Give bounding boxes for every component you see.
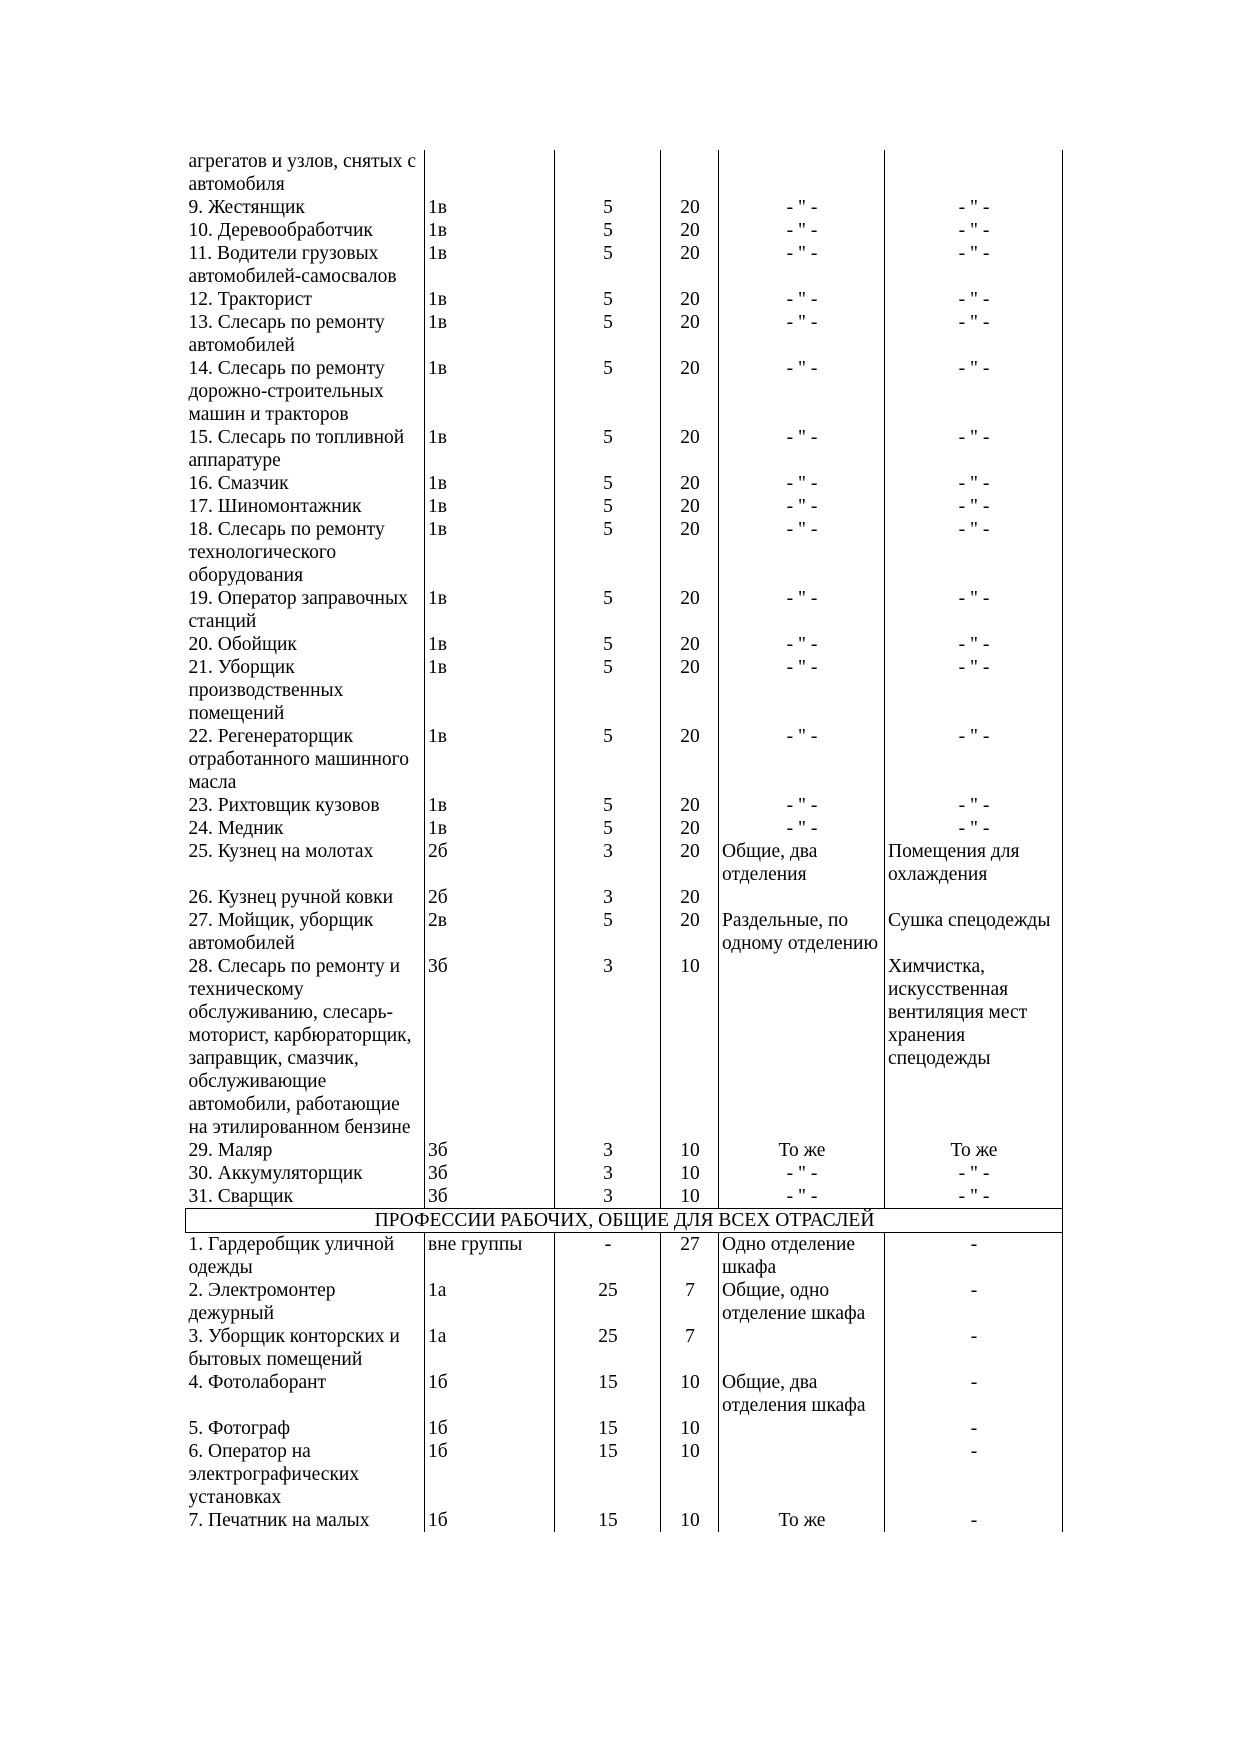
- table-row: [186, 794, 1063, 817]
- norm-cell-4: 20: [661, 472, 719, 495]
- norm-cell-3: 3: [555, 886, 661, 909]
- locker-type-cell: Общие, два отделения шкафа: [719, 1371, 885, 1417]
- norm-cell-3: 15: [555, 1509, 661, 1532]
- norm-cell-4: 7: [661, 1325, 719, 1371]
- norm-cell-3: 5: [555, 817, 661, 840]
- table-row: [186, 1279, 1063, 1325]
- locker-type-cell: - " -: [719, 725, 885, 794]
- special-facilities-cell: -: [885, 1417, 1063, 1440]
- norm-cell-4: 20: [661, 242, 719, 288]
- group-cell: 1б: [425, 1509, 555, 1532]
- profession-cell: 15. Слесарь по топливной аппаратуре: [188, 427, 405, 471]
- norm-cell-4: 20: [661, 840, 719, 886]
- locker-type-cell: - " -: [719, 288, 885, 311]
- norm-cell-4: 10: [661, 1139, 719, 1162]
- norm-cell-4: 20: [661, 311, 719, 357]
- profession-cell: агрегатов и узлов, снятых с автомобиля: [188, 151, 416, 195]
- profession-cell: 14. Слесарь по ремонту дорожно-строительных машин и тракторов: [188, 358, 385, 425]
- profession-cell: 29. Маляр: [188, 1140, 273, 1161]
- special-facilities-cell: - " -: [885, 518, 1063, 587]
- group-cell: [425, 150, 555, 196]
- norm-cell-3: 3: [555, 1139, 661, 1162]
- table-row: [186, 1417, 1063, 1440]
- group-cell: 1в: [425, 219, 555, 242]
- table-row: [186, 357, 1063, 426]
- locker-type-cell: Одно отделение шкафа: [719, 1233, 885, 1280]
- special-facilities-cell: - " -: [885, 288, 1063, 311]
- special-facilities-cell: - " -: [885, 587, 1063, 633]
- locker-type-cell: - " -: [719, 817, 885, 840]
- profession-cell: 11. Водители грузовых автомобилей-самосвалов: [188, 243, 397, 287]
- norm-cell-4: 10: [661, 955, 719, 1139]
- norm-cell-4: 20: [661, 196, 719, 219]
- norm-cell-3: 5: [555, 495, 661, 518]
- special-facilities-cell: [885, 886, 1063, 909]
- table-row: [186, 1233, 1063, 1280]
- special-facilities-cell: Сушка спецодежды: [885, 909, 1063, 955]
- norm-cell-3: 25: [555, 1279, 661, 1325]
- profession-cell: 20. Обойщик: [188, 634, 297, 655]
- group-cell: 1в: [425, 656, 555, 725]
- norm-cell-4: 10: [661, 1417, 719, 1440]
- group-cell: 1в: [425, 495, 555, 518]
- norm-cell-3: [555, 150, 661, 196]
- profession-cell: 13. Слесарь по ремонту автомобилей: [188, 312, 385, 356]
- section-header-row: [186, 1209, 1063, 1233]
- table-section: [186, 1209, 1063, 1233]
- profession-cell: 5. Фотограф: [188, 1418, 290, 1439]
- profession-cell: 25. Кузнец на молотах: [188, 841, 374, 862]
- group-cell: 1а: [425, 1279, 555, 1325]
- locker-type-cell: - " -: [719, 1185, 885, 1209]
- profession-cell: 26. Кузнец ручной ковки: [188, 887, 394, 908]
- profession-cell: 6. Оператор на электрографических установках: [188, 1441, 360, 1508]
- locker-type-cell: - " -: [719, 794, 885, 817]
- group-cell: 1в: [425, 288, 555, 311]
- norm-cell-3: 5: [555, 472, 661, 495]
- profession-cell: 9. Жестянщик: [188, 197, 305, 218]
- norm-cell-3: 5: [555, 242, 661, 288]
- table-row: [186, 817, 1063, 840]
- locker-type-cell: То же: [719, 1139, 885, 1162]
- locker-type-cell: - " -: [719, 426, 885, 472]
- special-facilities-cell: -: [885, 1509, 1063, 1532]
- norm-cell-3: 5: [555, 656, 661, 725]
- group-cell: 1в: [425, 426, 555, 472]
- table-row: [186, 840, 1063, 886]
- locker-type-cell: [719, 1440, 885, 1509]
- table-row: [186, 242, 1063, 288]
- norm-cell-3: 15: [555, 1440, 661, 1509]
- profession-cell: 19. Оператор заправочных станций: [188, 588, 408, 632]
- norm-cell-3: 5: [555, 587, 661, 633]
- table-row: [186, 909, 1063, 955]
- group-cell: 3б: [425, 1162, 555, 1185]
- table-row: [186, 196, 1063, 219]
- norm-cell-3: 15: [555, 1371, 661, 1417]
- norm-cell-4: 20: [661, 886, 719, 909]
- section-title: ПРОФЕССИИ РАБОЧИХ, ОБЩИЕ ДЛЯ ВСЕХ ОТРАСЛЕЙ: [186, 1209, 1063, 1233]
- table-row: [186, 656, 1063, 725]
- table-row: [186, 1162, 1063, 1185]
- profession-cell: 3. Уборщик конторских и бытовых помещений: [188, 1326, 400, 1370]
- profession-cell: 21. Уборщик производственных помещений: [188, 657, 344, 724]
- norm-cell-3: 5: [555, 426, 661, 472]
- locker-type-cell: [719, 1417, 885, 1440]
- table-row: [186, 518, 1063, 587]
- norm-cell-4: 20: [661, 794, 719, 817]
- special-facilities-cell: - " -: [885, 219, 1063, 242]
- norm-cell-3: 3: [555, 840, 661, 886]
- table-row: [186, 1440, 1063, 1509]
- locker-type-cell: [719, 150, 885, 196]
- locker-type-cell: - " -: [719, 196, 885, 219]
- locker-type-cell: - " -: [719, 587, 885, 633]
- profession-cell: 22. Регенераторщик отработанного машинного масла: [188, 726, 409, 793]
- locker-type-cell: - " -: [719, 219, 885, 242]
- special-facilities-cell: - " -: [885, 242, 1063, 288]
- locker-type-cell: Общие, одно отделение шкафа: [719, 1279, 885, 1325]
- group-cell: 1в: [425, 817, 555, 840]
- locker-type-cell: - " -: [719, 472, 885, 495]
- norm-cell-3: 5: [555, 288, 661, 311]
- special-facilities-cell: - " -: [885, 1185, 1063, 1209]
- profession-cell: 7. Печатник на малых: [188, 1510, 370, 1531]
- norm-cell-4: 20: [661, 587, 719, 633]
- group-cell: 3б: [425, 955, 555, 1139]
- profession-cell: 2. Электромонтер дежурный: [188, 1280, 336, 1324]
- norm-cell-3: 5: [555, 311, 661, 357]
- norm-cell-3: 5: [555, 518, 661, 587]
- profession-cell: 10. Деревообработчик: [188, 220, 373, 241]
- norm-cell-4: 7: [661, 1279, 719, 1325]
- norm-cell-3: 5: [555, 633, 661, 656]
- special-facilities-cell: - " -: [885, 472, 1063, 495]
- profession-cell: 18. Слесарь по ремонту технологического оборудования: [188, 519, 385, 586]
- norm-cell-3: 3: [555, 955, 661, 1139]
- group-cell: 2б: [425, 840, 555, 886]
- norm-cell-3: 3: [555, 1185, 661, 1209]
- norm-cell-3: 5: [555, 219, 661, 242]
- profession-cell: 27. Мойщик, уборщик автомобилей: [188, 910, 374, 954]
- table-row: [186, 587, 1063, 633]
- group-cell: 3б: [425, 1185, 555, 1209]
- norm-cell-3: -: [555, 1233, 661, 1280]
- group-cell: 1б: [425, 1371, 555, 1417]
- group-cell: 1в: [425, 242, 555, 288]
- norm-cell-4: 20: [661, 495, 719, 518]
- table-row: [186, 495, 1063, 518]
- group-cell: 1в: [425, 357, 555, 426]
- table-body-upper: [186, 150, 1063, 1209]
- norm-cell-4: 27: [661, 1233, 719, 1280]
- special-facilities-cell: - " -: [885, 656, 1063, 725]
- locker-type-cell: [719, 955, 885, 1139]
- special-facilities-cell: - " -: [885, 311, 1063, 357]
- table-row: [186, 1185, 1063, 1209]
- profession-cell: 17. Шиномонтажник: [188, 496, 362, 517]
- special-facilities-cell: - " -: [885, 357, 1063, 426]
- group-cell: 1а: [425, 1325, 555, 1371]
- table-row: [186, 426, 1063, 472]
- norm-cell-4: 10: [661, 1440, 719, 1509]
- profession-cell: 28. Слесарь по ремонту и техническому обслуживанию, слесарь-моторист, карбюраторщик, заправщик, смазчик, обслуживающие автомобили, работающие на этилированном бензине: [188, 956, 412, 1138]
- norm-cell-4: 20: [661, 288, 719, 311]
- special-facilities-cell: - " -: [885, 817, 1063, 840]
- table-row: [186, 633, 1063, 656]
- special-facilities-cell: -: [885, 1440, 1063, 1509]
- norm-cell-3: 5: [555, 725, 661, 794]
- locker-type-cell: - " -: [719, 518, 885, 587]
- norm-cell-4: 10: [661, 1509, 719, 1532]
- special-facilities-cell: -: [885, 1279, 1063, 1325]
- norm-cell-3: 15: [555, 1417, 661, 1440]
- norm-cell-4: 20: [661, 219, 719, 242]
- table-row: [186, 1509, 1063, 1532]
- profession-cell: 12. Тракторист: [188, 289, 312, 310]
- norm-cell-3: 5: [555, 196, 661, 219]
- profession-cell: 23. Рихтовщик кузовов: [188, 795, 380, 816]
- special-facilities-cell: То же: [885, 1139, 1063, 1162]
- group-cell: вне группы: [425, 1233, 555, 1280]
- locker-type-cell: - " -: [719, 1162, 885, 1185]
- group-cell: 2б: [425, 886, 555, 909]
- norm-cell-4: 20: [661, 656, 719, 725]
- norm-cell-4: 20: [661, 725, 719, 794]
- special-facilities-cell: - " -: [885, 196, 1063, 219]
- locker-type-cell: - " -: [719, 656, 885, 725]
- locker-type-cell: Раздельные, по одному отделению: [719, 909, 885, 955]
- norm-cell-3: 3: [555, 1162, 661, 1185]
- locker-type-cell: То же: [719, 1509, 885, 1532]
- norm-cell-4: 20: [661, 633, 719, 656]
- locker-type-cell: - " -: [719, 311, 885, 357]
- locker-type-cell: - " -: [719, 495, 885, 518]
- norm-cell-3: 5: [555, 909, 661, 955]
- profession-cell: 31. Сварщик: [186, 1185, 425, 1209]
- locker-type-cell: [719, 1325, 885, 1371]
- table-row: [186, 150, 1063, 196]
- profession-cell: 16. Смазчик: [188, 473, 289, 494]
- table-row: [186, 725, 1063, 794]
- table-body-lower: [186, 1233, 1063, 1533]
- locker-type-cell: Общие, два отделения: [719, 840, 885, 886]
- table-row: [186, 1139, 1063, 1162]
- group-cell: 1в: [425, 587, 555, 633]
- norm-cell-4: 10: [661, 1371, 719, 1417]
- table-row: [186, 311, 1063, 357]
- group-cell: 1в: [425, 196, 555, 219]
- professions-table: [185, 150, 1063, 1532]
- group-cell: 2в: [425, 909, 555, 955]
- special-facilities-cell: - " -: [885, 426, 1063, 472]
- profession-cell: 1. Гардеробщик уличной одежды: [188, 1234, 395, 1278]
- table-row: [186, 955, 1063, 1139]
- locker-type-cell: - " -: [719, 357, 885, 426]
- special-facilities-cell: Химчистка, искусственная вентиляция мест хранения спецодежды: [885, 955, 1063, 1139]
- table-row: [186, 288, 1063, 311]
- special-facilities-cell: - " -: [885, 633, 1063, 656]
- norm-cell-4: [661, 150, 719, 196]
- group-cell: 1в: [425, 518, 555, 587]
- table-row: [186, 219, 1063, 242]
- special-facilities-cell: -: [885, 1233, 1063, 1280]
- group-cell: 1в: [425, 794, 555, 817]
- group-cell: 1в: [425, 633, 555, 656]
- special-facilities-cell: [885, 150, 1063, 196]
- locker-type-cell: - " -: [719, 242, 885, 288]
- group-cell: 3б: [425, 1139, 555, 1162]
- profession-cell: 4. Фотолаборант: [188, 1372, 327, 1393]
- group-cell: 1б: [425, 1440, 555, 1509]
- special-facilities-cell: Помещения для охлаждения: [885, 840, 1063, 886]
- group-cell: 1в: [425, 472, 555, 495]
- norm-cell-3: 5: [555, 357, 661, 426]
- norm-cell-4: 20: [661, 426, 719, 472]
- special-facilities-cell: -: [885, 1325, 1063, 1371]
- norm-cell-4: 20: [661, 357, 719, 426]
- norm-cell-4: 10: [661, 1185, 719, 1209]
- profession-cell: 30. Аккумуляторщик: [188, 1163, 363, 1184]
- norm-cell-4: 20: [661, 518, 719, 587]
- table-row: [186, 886, 1063, 909]
- special-facilities-cell: - " -: [885, 794, 1063, 817]
- table-row: [186, 1371, 1063, 1417]
- table-row: [186, 472, 1063, 495]
- norm-cell-4: 10: [661, 1162, 719, 1185]
- group-cell: 1в: [425, 725, 555, 794]
- group-cell: 1в: [425, 311, 555, 357]
- norm-cell-3: 5: [555, 794, 661, 817]
- norm-cell-4: 20: [661, 909, 719, 955]
- norm-cell-4: 20: [661, 817, 719, 840]
- profession-cell: 24. Медник: [188, 818, 284, 839]
- special-facilities-cell: -: [885, 1371, 1063, 1417]
- locker-type-cell: [719, 886, 885, 909]
- special-facilities-cell: - " -: [885, 1162, 1063, 1185]
- special-facilities-cell: - " -: [885, 495, 1063, 518]
- special-facilities-cell: - " -: [885, 725, 1063, 794]
- table-row: [186, 1325, 1063, 1371]
- group-cell: 1б: [425, 1417, 555, 1440]
- locker-type-cell: - " -: [719, 633, 885, 656]
- norm-cell-3: 25: [555, 1325, 661, 1371]
